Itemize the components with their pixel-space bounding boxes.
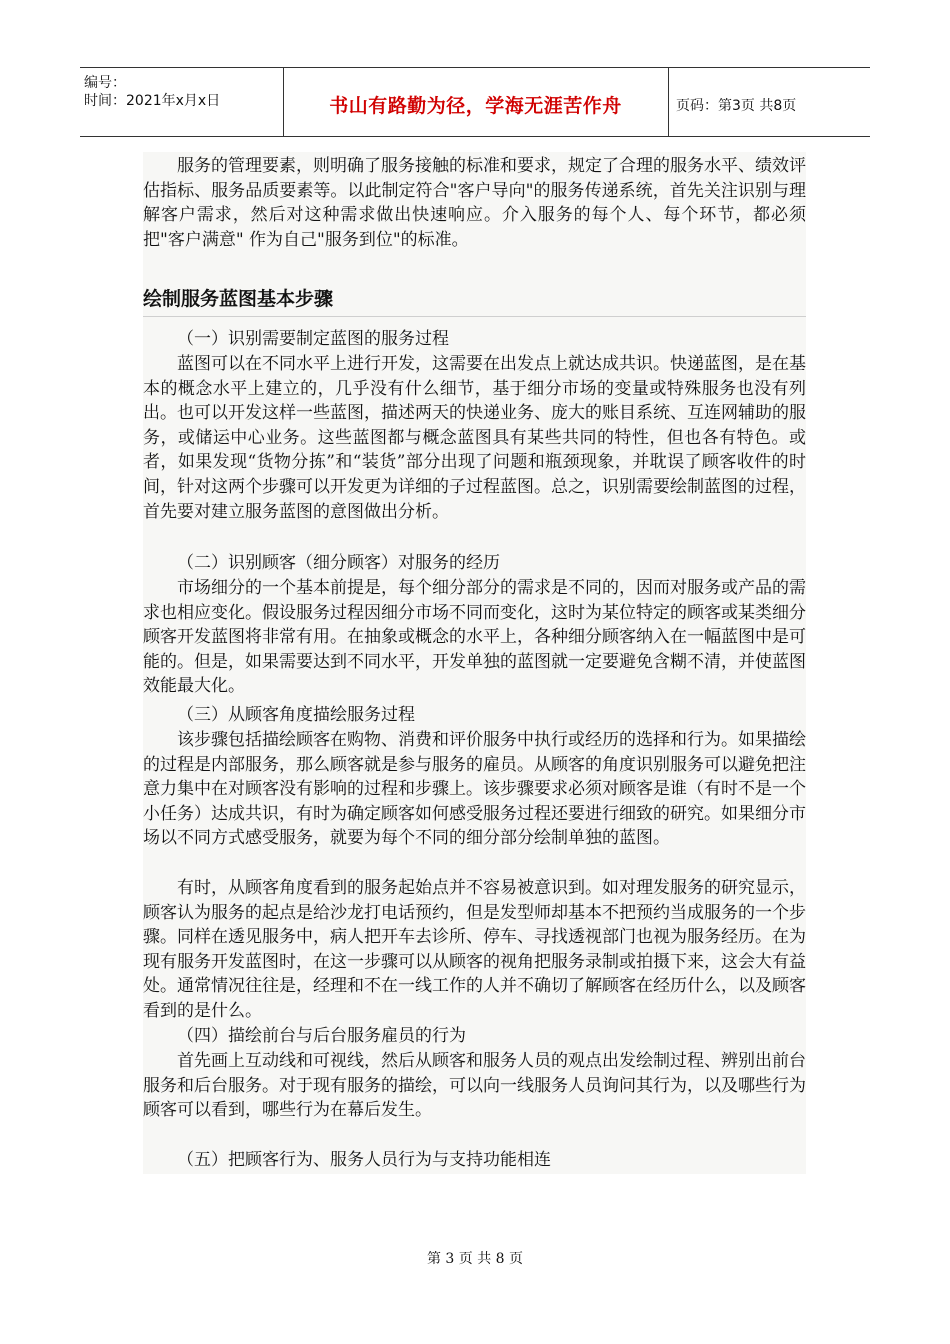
- motto: 书山有路勤为径，学海无涯苦作舟: [329, 95, 622, 117]
- step-3-body-1: 该步骤包括描绘顾客在购物、消费和评价服务中执行或经历的选择和行为。如果描绘的过程是内部服务，那么顾客就是参与服务的雇员。从顾客的角度识别服务可以避免把注意力集中在对顾客没有影响的过程和步骤上。该步骤要求必须对顾客是谁（有时不是一个小任务）达成共识，有时为确定顾客如何感受服务过程还要进行细致的研究。如果细分市场以不同方式感受服务，就要为每个不同的细分部分绘制单独的蓝图。: [143, 730, 806, 849]
- intro-paragraph: 服务的管理要素，则明确了服务接触的标准和要求，规定了合理的服务水平、绩效评估指标、服务品质要素等。以此制定符合"客户导向"的服务传递系统，首先关注识别与理解客户需求，然后对这种需求做出快速响应。介入服务的每个人、每个环节，都必须把"客户满意" 作为自己"服务到位"的标准。: [143, 156, 806, 250]
- step-1-body: 蓝图可以在不同水平上进行开发，这需要在出发点上就达成共识。快递蓝图，是在基本的概念水平上建立的，几乎没有什么细节，基于细分市场的变量或特殊服务也没有列出。也可以开发这样一些蓝图，描述两天的快递业务、庞大的账目系统、互连网辅助的服务，或储运中心业务。这些蓝图都与概念蓝图具有某些共同的特性，但也各有特色。或者，如果发现“货物分拣”和“装货”部分出现了问题和瓶颈现象，并耽误了顾客收件的时间，针对这两个步骤可以开发更为详细的子过程蓝图。总之，识别需要绘制蓝图的过程，首先要对建立服务蓝图的意图做出分析。: [143, 354, 806, 522]
- header-meta-cell: [80, 68, 284, 136]
- page-footer: 第 3 页 共 8 页: [426, 1251, 524, 1267]
- number-label: 编号：: [84, 75, 126, 91]
- page-label: 页码：第3页 共8页: [676, 98, 797, 114]
- step-2-body: 市场细分的一个基本前提是，每个细分部分的需求是不同的，因而对服务或产品的需求也相应变化。假设服务过程因细分市场不同而变化，这时为某位特定的顾客或某类细分顾客开发蓝图将非常有用。在抽象或概念的水平上，各种细分顾客纳入在一幅蓝图中是可能的。但是，如果需要达到不同水平，开发单独的蓝图就一定要避免含糊不清，并使蓝图效能最大化。: [143, 578, 806, 697]
- document-body: [143, 152, 806, 1174]
- date-label: 时间：2021年x月x日: [84, 93, 221, 109]
- header-page-cell: [668, 68, 870, 136]
- step-2-title: （二）识别顾客（细分顾客）对服务的经历: [177, 553, 500, 573]
- header-table: [80, 67, 870, 137]
- step-4-body: 首先画上互动线和可视线，然后从顾客和服务人员的观点出发绘制过程、辨别出前台服务和后台服务。对于现有服务的描绘，可以向一线服务人员询问其行为，以及哪些行为顾客可以看到，哪些行为在幕后发生。: [143, 1051, 806, 1121]
- step-4-title: （四）描绘前台与后台服务雇员的行为: [177, 1026, 466, 1046]
- step-5-title: （五）把顾客行为、服务人员行为与支持功能相连: [177, 1150, 551, 1170]
- step-3-body-2: 有时，从顾客角度看到的服务起始点并不容易被意识到。如对理发服务的研究显示，顾客认为服务的起点是给沙龙打电话预约，但是发型师却基本不把预约当成服务的一个步骤。同样在透见服务中，病人把开车去诊所、停车、寻找透视部门也视为服务经历。在为现有服务开发蓝图时，在这一步骤可以从顾客的视角把服务录制或拍摄下来，这会大有益处。通常情况往往是，经理和不在一线工作的人并不确切了解顾客在经历什么，以及顾客看到的是什么。: [143, 878, 806, 1021]
- step-3-title: （三）从顾客角度描绘服务过程: [177, 705, 415, 725]
- header-motto-cell: [283, 68, 669, 136]
- section-heading: 绘制服务蓝图基本步骤: [143, 288, 334, 310]
- step-1-title: （一）识别需要制定蓝图的服务过程: [177, 329, 449, 349]
- heading-divider: [143, 316, 806, 317]
